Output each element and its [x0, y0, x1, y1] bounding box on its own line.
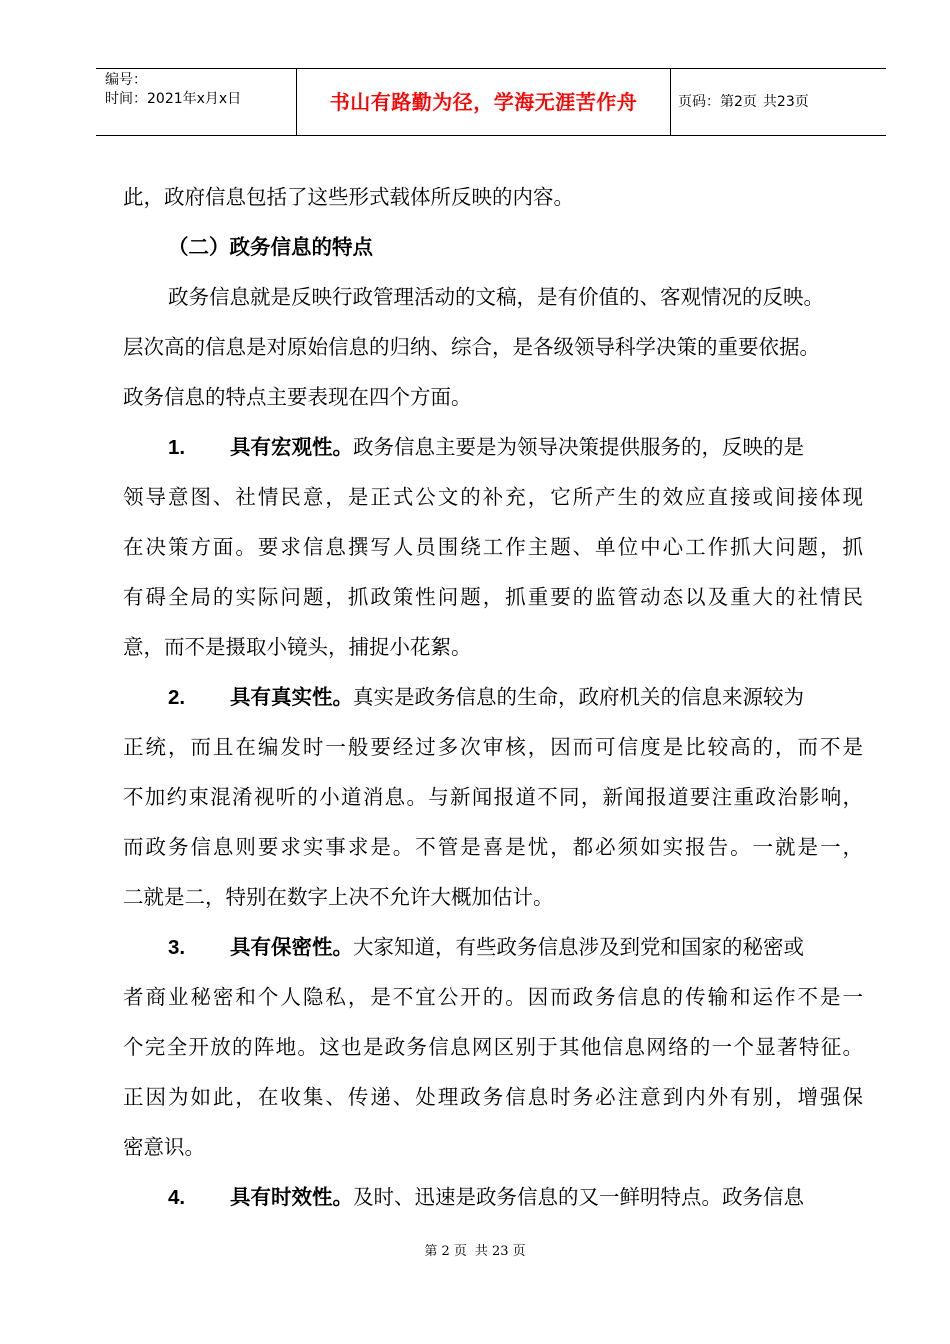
- item-number: 4.: [168, 1186, 186, 1209]
- paragraph-line: 意，而不是摄取小镜头，捕捉小花絮。: [123, 635, 472, 659]
- item-title: 具有宏观性。: [230, 435, 353, 459]
- paragraph-line: 密意识。: [123, 1135, 205, 1159]
- header-meta: [96, 69, 297, 135]
- section-heading: （二）政务信息的特点: [168, 235, 373, 259]
- paragraph-line: 政务信息就是反映行政管理活动的文稿，是有价值的、客观情况的反映。: [168, 285, 824, 309]
- item-text: 政务信息主要是为领导决策提供服务的，反映的是: [353, 435, 804, 459]
- paragraph-line: 此，政府信息包括了这些形式载体所反映的内容。: [123, 185, 574, 209]
- paragraph-line: 不加约束混淆视听的小道消息。与新闻报道不同，新闻报道要注重政治影响，: [123, 785, 863, 809]
- item-1-first-line: [123, 422, 863, 472]
- header-page-info: [671, 69, 886, 135]
- page-header: [96, 68, 886, 136]
- item-title: 具有保密性。: [230, 935, 353, 959]
- paragraph-line: 正因为如此，在收集、传递、处理政务信息时务必注意到内外有别，增强保: [123, 1085, 863, 1109]
- item-text: 大家知道，有些政务信息涉及到党和国家的秘密或: [353, 935, 804, 959]
- document-body: [123, 172, 863, 1222]
- paragraph-line: 正统，而且在编发时一般要经过多次审核，因而可信度是比较高的，而不是: [123, 735, 863, 759]
- item-4-first-line: [123, 1172, 863, 1222]
- page-label: 页码：第2页: [678, 94, 757, 110]
- paragraph-line: 有碍全局的实际问题，抓政策性问题，抓重要的监管动态以及重大的社情民: [123, 585, 863, 609]
- item-text: 及时、迅速是政务信息的又一鲜明特点。政务信息: [353, 1185, 804, 1209]
- item-3-first-line: [123, 922, 863, 972]
- page-footer: [0, 1240, 950, 1259]
- paragraph-line: 政务信息的特点主要表现在四个方面。: [123, 385, 472, 409]
- item-title: 具有时效性。: [230, 1185, 353, 1209]
- paragraph-line: 领导意图、社情民意，是正式公文的补充，它所产生的效应直接或间接体现: [123, 485, 863, 509]
- item-2-first-line: [123, 672, 863, 722]
- header-motto: 书山有路勤为径，学海无涯苦作舟: [297, 69, 671, 135]
- item-number: 3.: [168, 936, 186, 959]
- item-number: 2.: [168, 686, 186, 709]
- number-label: 编号：: [105, 72, 147, 88]
- paragraph-line: 层次高的信息是对原始信息的归纳、综合，是各级领导科学决策的重要依据。: [123, 335, 820, 359]
- item-title: 具有真实性。: [230, 685, 353, 709]
- footer-page: 第 2 页: [424, 1244, 467, 1259]
- paragraph-line: 而政务信息则要求实事求是。不管是喜是忧，都必须如实报告。一就是一，: [123, 835, 863, 859]
- paragraph-line: 个完全开放的阵地。这也是政务信息网区别于其他信息网络的一个显著特征。: [123, 1035, 863, 1059]
- paragraph-line: 二就是二，特别在数字上决不允许大概加估计。: [123, 885, 554, 909]
- paragraph-line: 在决策方面。要求信息撰写人员围绕工作主题、单位中心工作抓大问题，抓: [123, 535, 863, 559]
- total-label: 共23页: [762, 94, 809, 110]
- time-label: 时间：2021年x月x日: [105, 91, 242, 107]
- footer-total: 共 23 页: [474, 1244, 526, 1259]
- paragraph-line: 者商业秘密和个人隐私，是不宜公开的。因而政务信息的传输和运作不是一: [123, 985, 863, 1009]
- item-text: 真实是政务信息的生命，政府机关的信息来源较为: [353, 685, 804, 709]
- item-number: 1.: [168, 436, 186, 459]
